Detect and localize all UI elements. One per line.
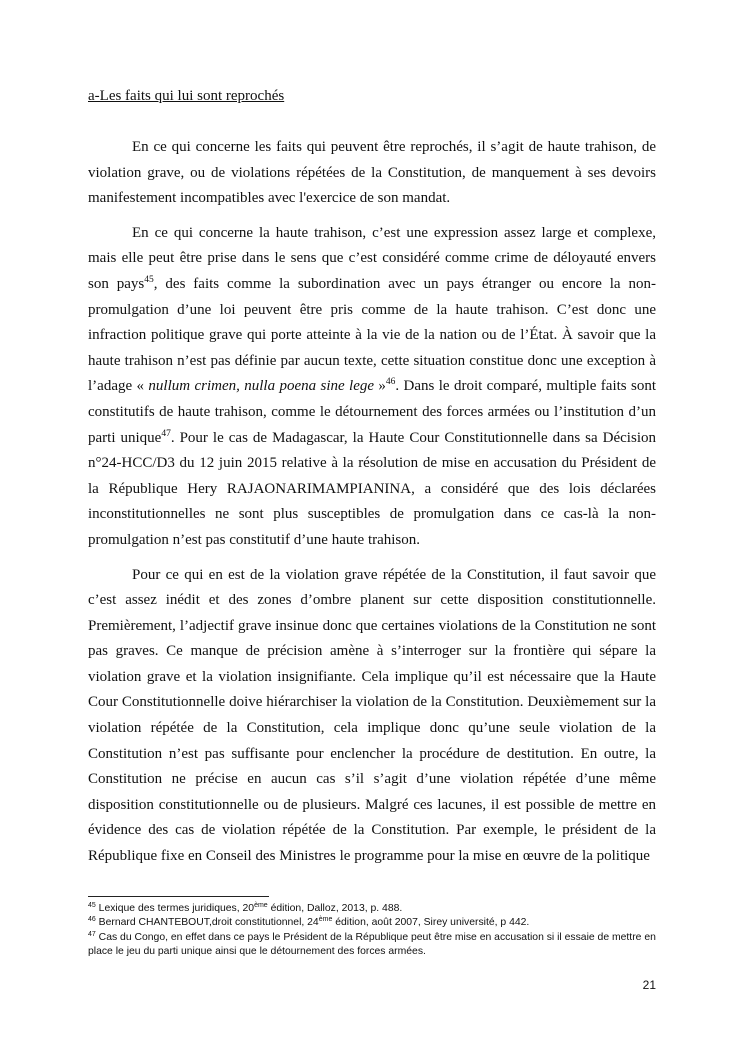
footnote-47-text: Cas du Congo, en effet dans ce pays le Président de la République peut être mise en accusation si il essaie de mettre en place le jeu du parti unique ainsi que le détournement des forces armées. (88, 931, 656, 957)
footnote-45-ordinal: ème (254, 902, 268, 909)
footnote-46-text-b: édition, août 2007, Sirey université, p 442. (332, 917, 530, 929)
footnote-45-text-a: Lexique des termes juridiques, 20 (95, 903, 255, 914)
paragraph-2-text-4: . Dans le droit comparé, multiple faits sont constitutifs de haute trahison, comme le détournement des forces armées ou l’institution d’un parti unique (88, 378, 657, 446)
paragraph-2-text-5: . Pour le cas de Madagascar, la Haute Cour Constitutionnelle dans sa Décision n°24-HCC/D3 du 12 juin 2015 relative à la résolution de mise en accusation du Président de la République Hery RAJAONARIMAMPIANINA, a considéré que des lois déclarées inconstitutionnelles ne sont plus susceptibles de promulgation dans ce cas-là la non-promulgation n’est pas constitutif d’une haute trahison. (88, 429, 656, 548)
paragraph-1: En ce qui concerne les faits qui peuvent être reprochés, il s’agit de haute trahison, de violation grave, ou de violations répétées de la Constitution, de manquement à ses devoirs manifestement incompatibles avec l'exercice de son mandat. (88, 139, 656, 207)
footnote-46 (88, 916, 658, 930)
footnote-45-text-b: édition, Dalloz, 2013, p. 488. (267, 903, 403, 914)
page-number: 21 (642, 978, 656, 992)
footnote-separator (88, 896, 269, 897)
footnote-ref-45[interactable]: 45 (144, 274, 154, 285)
footnote-47 (88, 931, 658, 960)
footnotes (88, 902, 658, 959)
footnote-number-47: 47 (88, 930, 96, 938)
footnote-46-text-a: Bernard CHANTEBOUT,droit constitutionnel, 24 (95, 917, 319, 929)
footnote-ref-47[interactable]: 47 (161, 428, 171, 439)
paragraph-2 (88, 221, 656, 554)
latin-maxim: nullum crimen, nulla poena sine lege (148, 378, 375, 395)
body-text (88, 135, 656, 879)
section-heading: a-Les faits qui lui sont reprochés (88, 88, 285, 104)
footnote-45 (88, 902, 658, 916)
footnote-ref-46[interactable]: 46 (385, 377, 396, 388)
footnote-46-ordinal: ème (318, 916, 333, 924)
paragraph-3: Pour ce qui en est de la violation grave répétée de la Constitution, il faut savoir que c’est assez inédit et des zones d’ombre planent sur cette disposition constitutionnelle. Premièrement, l’adjectif grave insinue donc que certaines violations de la Constitution ne sont pas graves. Ce manque de précision amène à s’interroger sur la frontière qui sépare la violation grave et la violation insignifiante. Cela implique qu’il est nécessaire que la Haute Cour Constitutionnelle doive hiérarchiser la violation de la Constitution. Deuxièmement sur la violation répétée de la Constitution, cela implique donc qu’une seule violation de la Constitution n’est pas suffisante pour enclencher la procédure de destitution. En outre, la Constitution ne précise en aucun cas s’il s’agit d’une violation répétée d’une même disposition constitutionnelle ou de plusieurs. Malgré ces lacunes, il est possible de mettre en évidence des cas de violation répétée de la Constitution. Par exemple, le président de la République fixe en Conseil des Ministres le programme pour la mise en œuvre de la politique (88, 566, 656, 865)
paragraph-2-text-3: » (374, 378, 386, 395)
footnote-number-46: 46 (88, 916, 96, 924)
paragraph-2-text-2: , des faits comme la subordination avec un pays étranger ou encore la non-promulgation d’une loi peuvent être pris comme de la haute trahison. C’est donc une infraction politique grave qui porte atteinte à la vie de la nation ou de l’État. À savoir que la haute trahison n’est pas définie par aucun texte, cette situation constitue donc une exception à l’adage « (88, 275, 656, 395)
paragraph-2-text-1: En ce qui concerne la haute trahison, c’est une expression assez large et complexe, mais elle peut être prise dans le sens que c’est considéré comme crime de déloyauté envers son pays (88, 224, 656, 292)
footnote-number-45: 45 (88, 902, 96, 909)
